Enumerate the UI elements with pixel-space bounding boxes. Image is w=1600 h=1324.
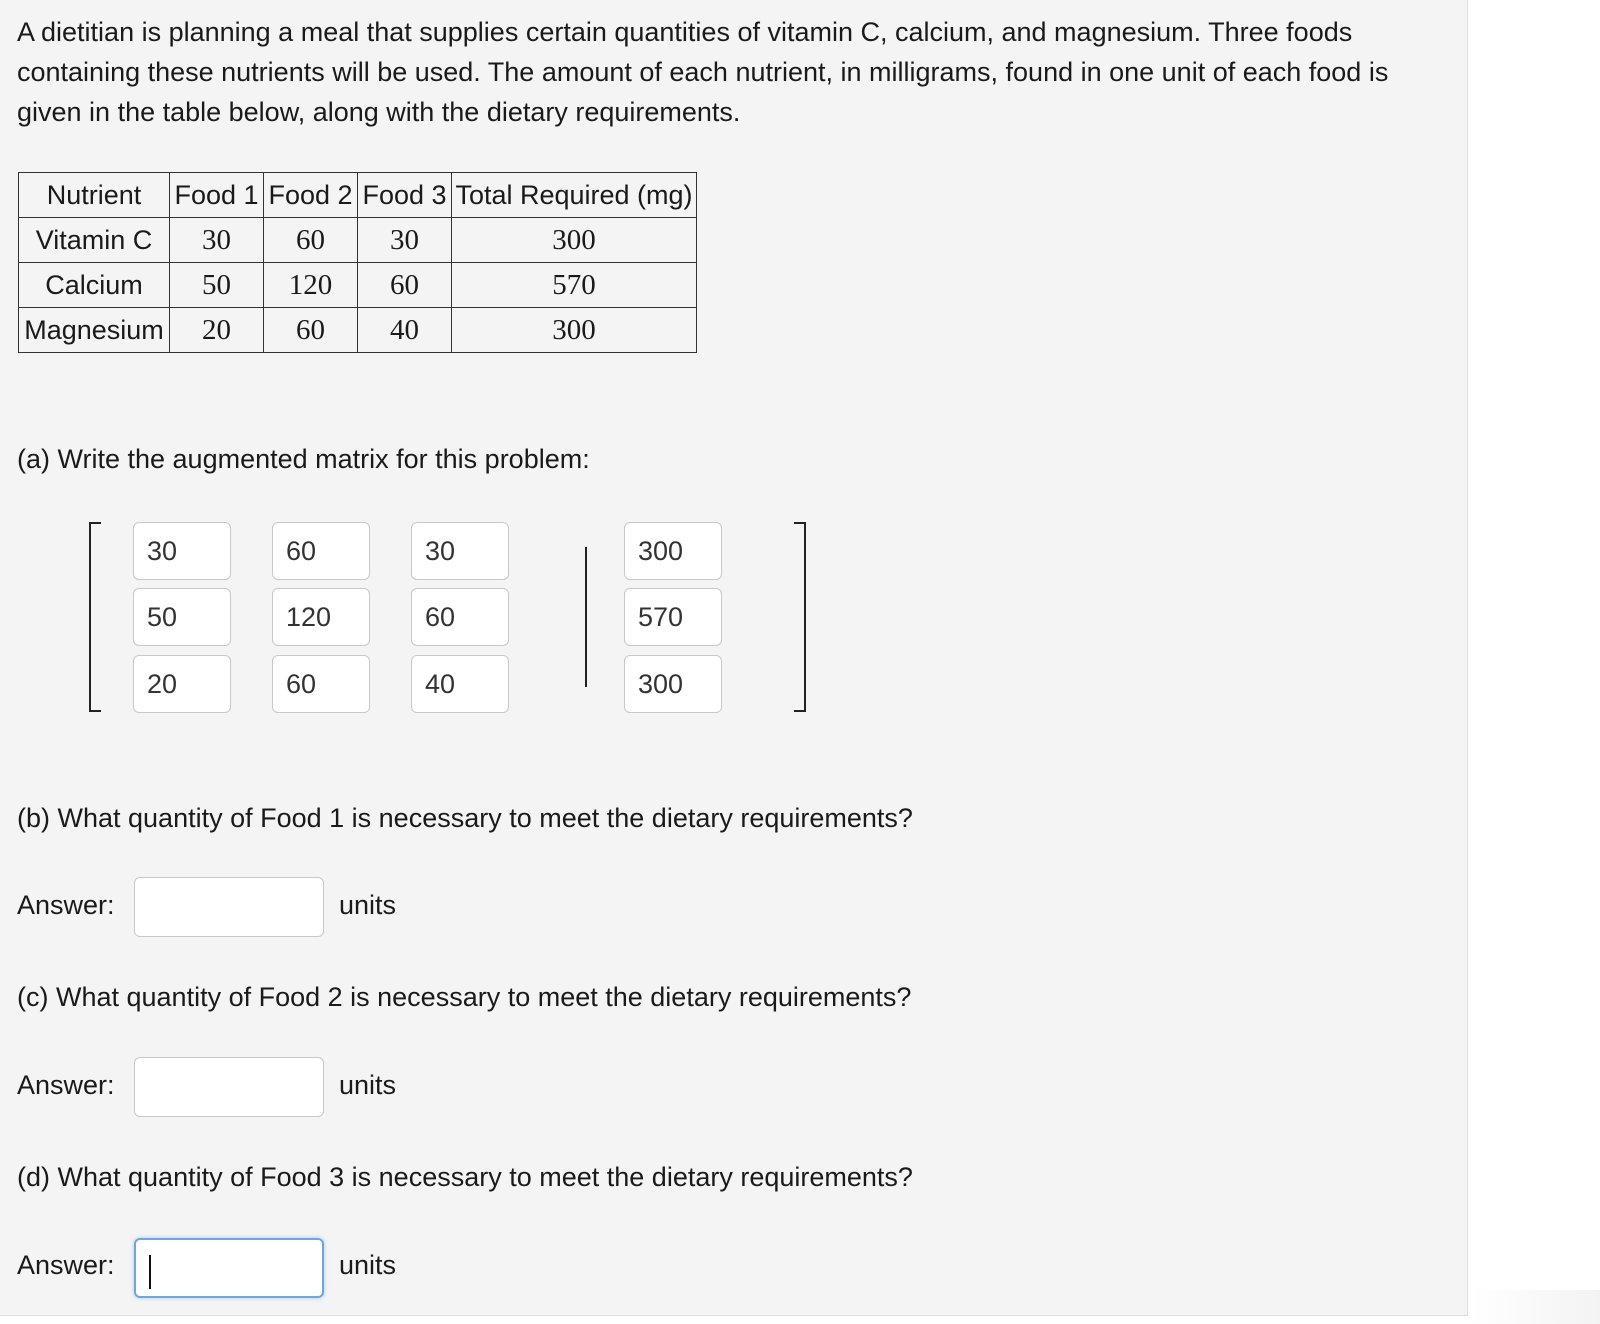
page-edge-shadow (1470, 1290, 1600, 1324)
matrix-cell-r2c2[interactable] (272, 588, 370, 646)
table-cell: 30 (358, 218, 452, 263)
matrix-cell-r1c2[interactable] (272, 522, 370, 580)
nutrient-table (18, 172, 697, 353)
food1-answer-input[interactable] (134, 877, 324, 937)
table-cell: Magnesium (19, 308, 170, 353)
text-caret (149, 1255, 151, 1289)
part-d-question: (d) What quantity of Food 3 is necessary to meet the dietary requirements? (17, 1162, 913, 1192)
answer-label: Answer: (17, 1070, 115, 1100)
units-label: units (339, 1070, 397, 1100)
matrix-cell-r3c2[interactable] (272, 655, 370, 713)
units-label: units (339, 890, 397, 920)
table-row (19, 308, 697, 353)
matrix-right-bracket (794, 522, 806, 712)
units-label: units (339, 1250, 397, 1280)
table-cell: 40 (358, 308, 452, 353)
table-header: Food 1 (170, 173, 264, 218)
table-header: Food 3 (358, 173, 452, 218)
table-header: Nutrient (19, 173, 170, 218)
matrix-cell-r3c3[interactable] (411, 655, 509, 713)
table-cell: 300 (452, 308, 697, 353)
table-cell: 20 (170, 308, 264, 353)
augment-divider (585, 547, 587, 687)
table-cell: 120 (264, 263, 358, 308)
table-cell: 60 (264, 308, 358, 353)
problem-statement: A dietitian is planning a meal that supplies certain quantities of vitamin C, calcium, and magnesium. Three foods containing these nutrients will be used. The amount of each nutrient, in milligrams, found in one unit of each food is given in the table below, along with the dietary requirements. (17, 17, 1389, 127)
answer-label: Answer: (17, 1250, 115, 1280)
matrix-cell-r1c1[interactable] (133, 522, 231, 580)
table-header-row (19, 173, 697, 218)
table-header: Total Required (mg) (452, 173, 697, 218)
part-a-question: (a) Write the augmented matrix for this problem: (17, 444, 590, 474)
matrix-cell-r2c4[interactable] (624, 588, 722, 646)
table-cell: 300 (452, 218, 697, 263)
part-c-question: (c) What quantity of Food 2 is necessary to meet the dietary requirements? (17, 982, 912, 1012)
food3-answer-input[interactable] (134, 1238, 324, 1298)
table-cell: 50 (170, 263, 264, 308)
table-cell: 570 (452, 263, 697, 308)
table-header: Food 2 (264, 173, 358, 218)
table-cell: 30 (170, 218, 264, 263)
food2-answer-input[interactable] (134, 1057, 324, 1117)
matrix-cell-r3c4[interactable] (624, 655, 722, 713)
matrix-cell-r2c1[interactable] (133, 588, 231, 646)
table-row (19, 218, 697, 263)
table-cell: Vitamin C (19, 218, 170, 263)
matrix-cell-r1c4[interactable] (624, 522, 722, 580)
table-row (19, 263, 697, 308)
matrix-cell-r2c3[interactable] (411, 588, 509, 646)
part-b-question: (b) What quantity of Food 1 is necessary to meet the dietary requirements? (17, 803, 913, 833)
table-cell: 60 (264, 218, 358, 263)
answer-label: Answer: (17, 890, 115, 920)
table-cell: Calcium (19, 263, 170, 308)
matrix-left-bracket (89, 522, 101, 712)
table-cell: 60 (358, 263, 452, 308)
matrix-cell-r1c3[interactable] (411, 522, 509, 580)
matrix-cell-r3c1[interactable] (133, 655, 231, 713)
